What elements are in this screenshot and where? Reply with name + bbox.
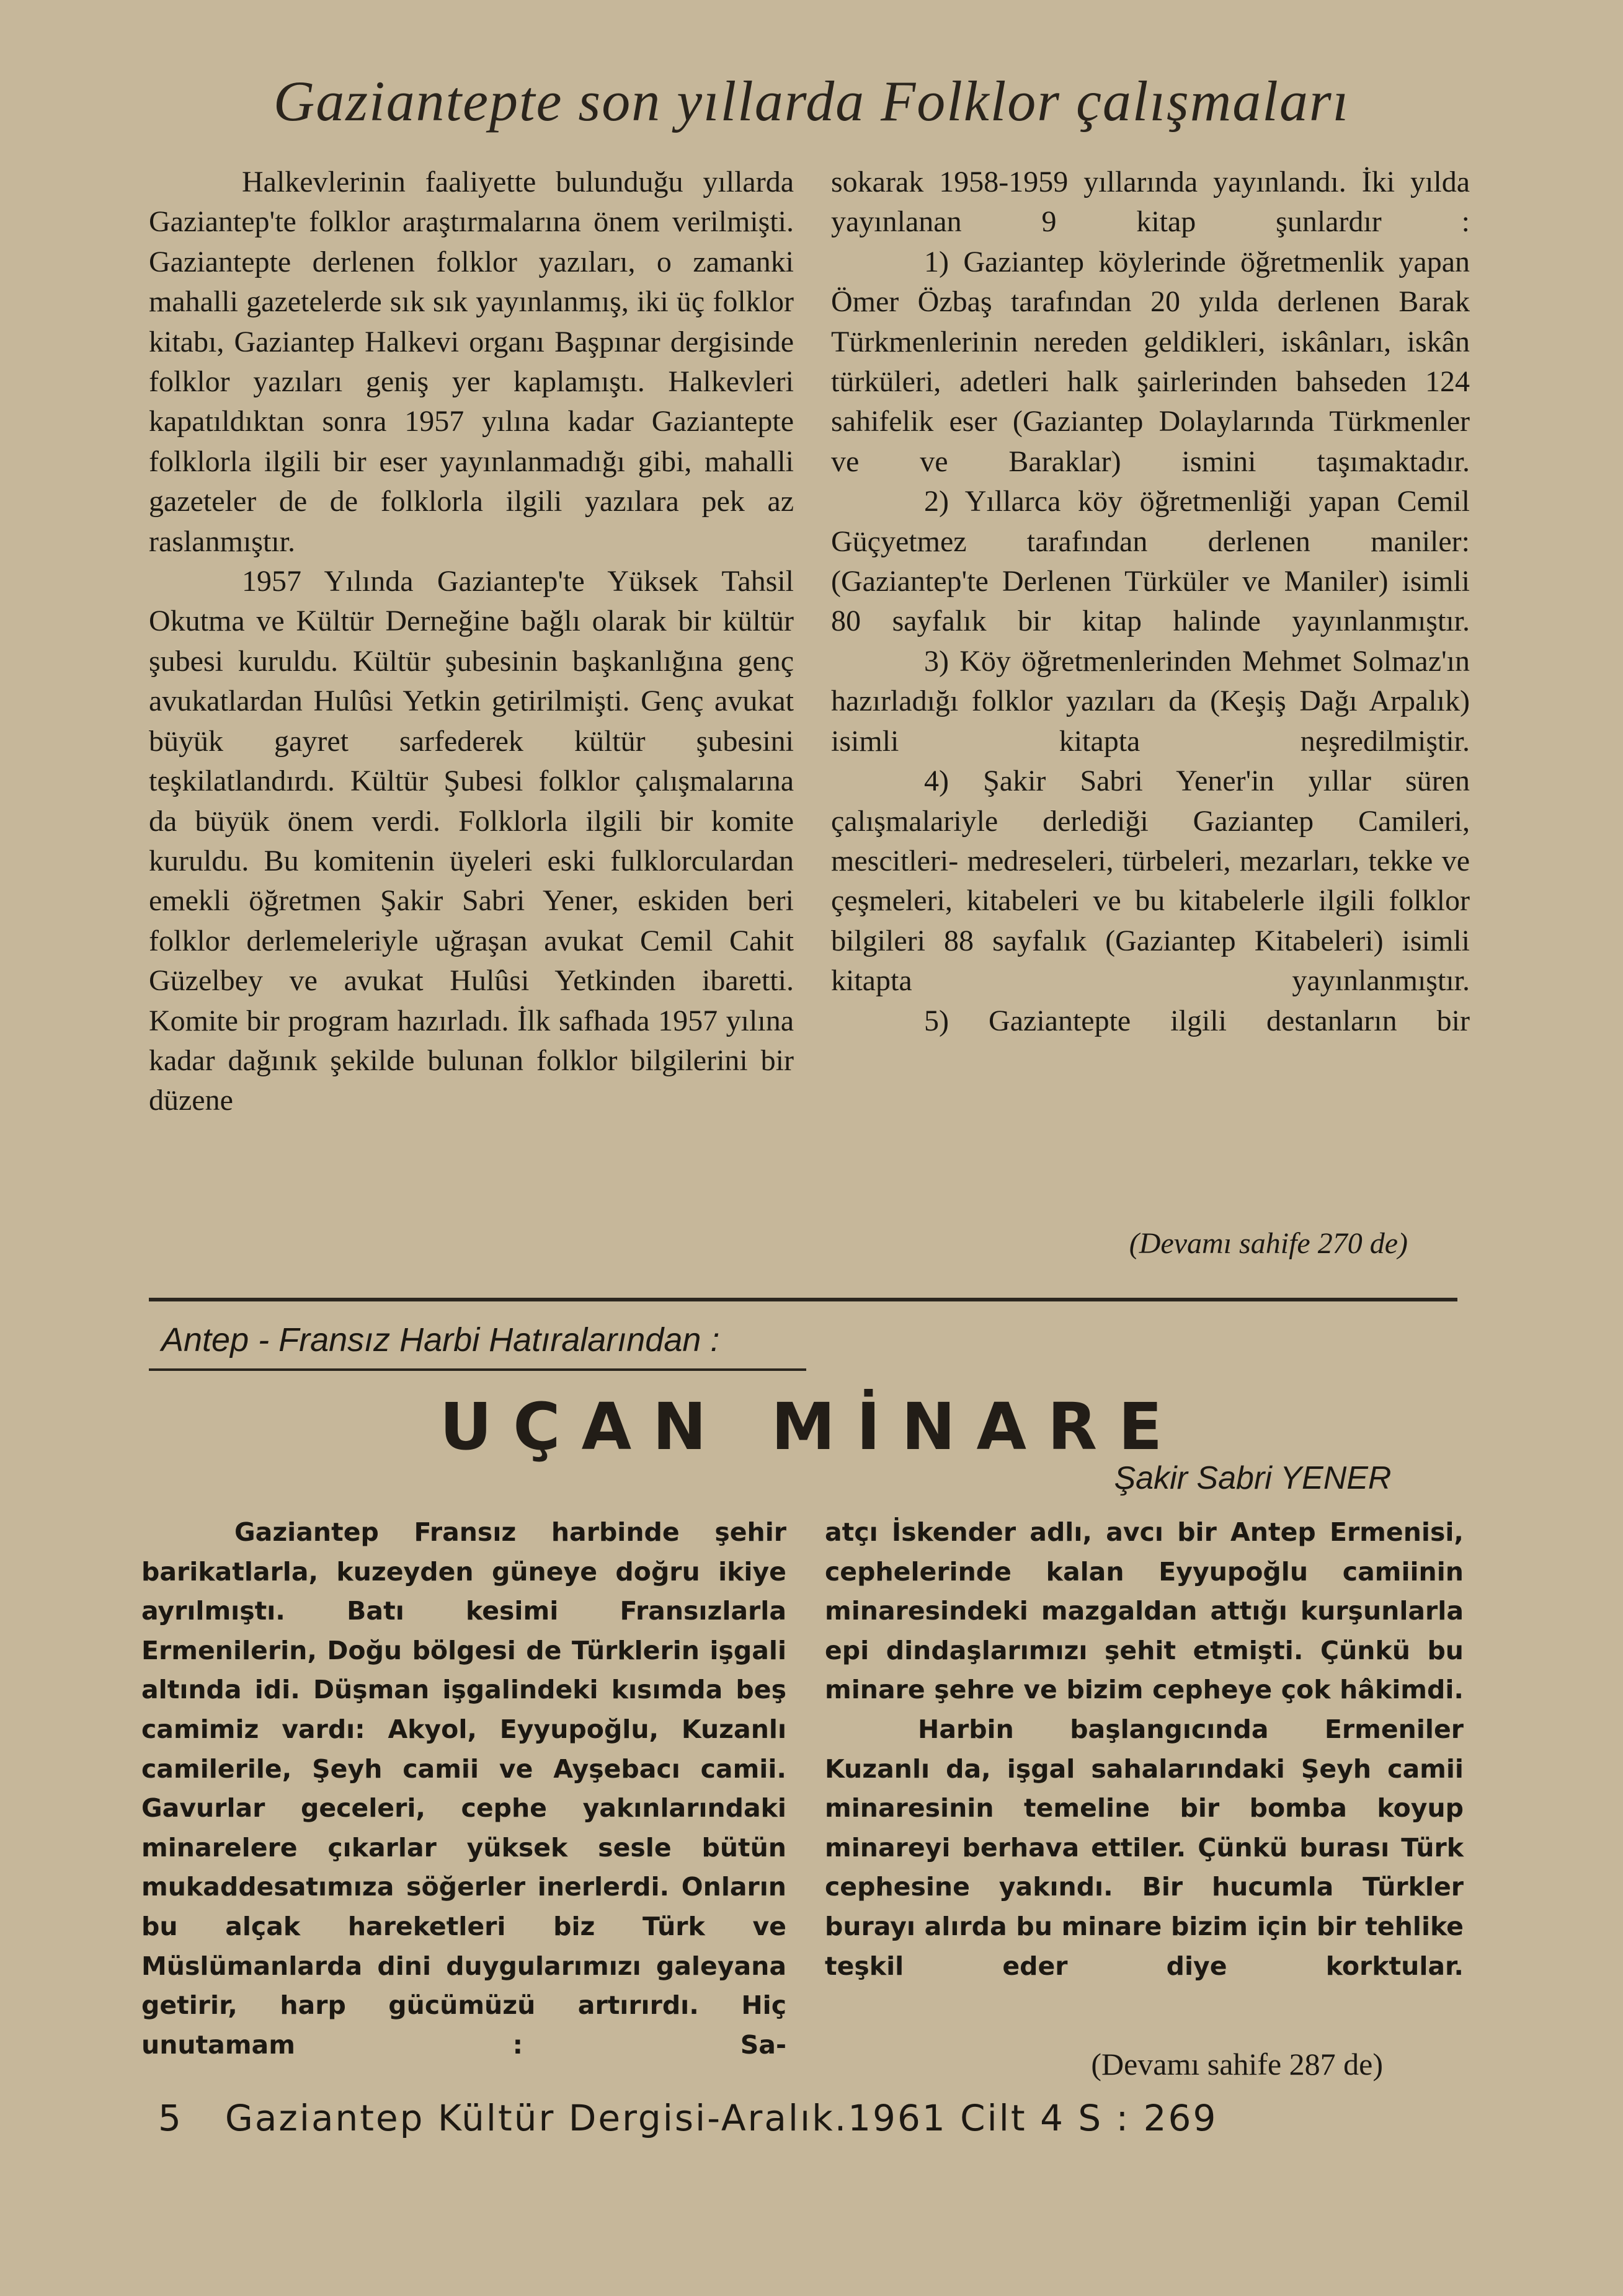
- page-footer: [158, 2097, 1436, 2139]
- paragraph: sokarak 1958-1959 yıllarında yayınlandı. İki yılda yayınlanan 9 kitap şunlardır :: [831, 166, 1470, 239]
- section-kicker: Antep - Fransız Harbi Hatıralarından :: [161, 1321, 720, 1359]
- article-title: Gaziantepte son yıllarda Folklor çalışmaları: [273, 69, 1350, 133]
- paragraph: 4) Şakir Sabri Yener'in yıllar süren çalışmalariyle derlediği Gaziantep Camileri, mescitleri- medreseleri, türbeleri, mezarları, tekke ve çeşmeleri, kitabeleri ve bu kitabelerle ilgili folklor bilgileri 88 sayfalık (Gaziantep Kitabeleri) isimli kitapta yayınlanmıştır.: [831, 765, 1470, 998]
- paragraph: Gaziantep Fransız harbinde şehir barikatlarla, kuzeyden güneye doğru ikiye ayrılmıştı. Batı kesimi Fransızlarla Ermenilerin, Doğu bölgesi de Türklerin işgali altında idi. Düşman işgalindeki kısımda beş camimiz vardı: Akyol, Eyyupoğlu, Kuzanlı camilerile, Şeyh camii ve Ayşebacı camii. Gavurlar geceleri, cephe yakınlarındaki minarelere çıkarlar yüksek sesle bütün mukaddesatımıza söğerler inerlerdi. Onların bu alçak hareketleri biz Türk ve Müslümanlarda dini duygularımızı galeyana getirir, harp gücümüzü artırırdı. Hiç unutamam : Sa-: [141, 1517, 786, 2060]
- paragraph: Halkevlerinin faaliyette bulunduğu yıllarda Gaziantep'te folklor araştırmalarına önem verilmişti. Gaziantepte derlenen folklor yazıları, o zamanki mahalli gazetelerde sık sık yayınlanmış, iki üç folklor kitabı, Gaziantep Halkevi organı Başpınar dergisinde folklor yazıları geniş yer kaplamıştı. Halkevleri kapatıldıktan sonra 1957 yılına kadar Gaziantepte folklorla ilgili bir eser yayınlanmadığı gibi, mahalli gazeteler de de folklorla ilgili yazılara pek az raslanmıştır.: [149, 166, 794, 558]
- kicker-underline: [149, 1368, 806, 1371]
- paragraph: 2) Yıllarca köy öğretmenliği yapan Cemil Güçyetmez tarafından derlenen maniler: (Gaziantep'te Derlenen Türküler ve Maniler) isimli 80 sayfalık bir kitap halinde yayınlanmıştır.: [831, 485, 1470, 638]
- paragraph: 5) Gaziantepte ilgili destanların bir: [924, 1004, 1470, 1037]
- page-number: 5: [158, 2097, 183, 2139]
- continuation-note: (Devamı sahife 270 de): [1129, 1227, 1408, 1260]
- paragraph: 3) Köy öğretmenlerinden Mehmet Solmaz'ın hazırladığı folklor yazıları da (Keşiş Dağı Arpalık) isimli kitapta neşredilmiştir.: [831, 644, 1470, 758]
- author-byline: Şakir Sabri YENER: [1114, 1460, 1392, 1496]
- article-title: UÇAN MİNARE: [439, 1389, 1184, 1465]
- article-column-right: [831, 162, 1470, 1041]
- paragraph: Harbin başlangıcında Ermeniler Kuzanlı da, işgal sahalarındaki Şeyh camii minaresinin temeline bir bomba koyup minareyi berhava ettiler. Çünkü burası Türk cephesine yakındı. Bir hucumla Türkler burayı alırda bu minare bizim için bir tehlike teşkil eder diye korktular.: [825, 1714, 1464, 1981]
- paragraph: 1957 Yılında Gaziantep'te Yüksek Tahsil Okutma ve Kültür Derneğine bağlı olarak bir kültür şubesi kuruldu. Kültür şubesinin başkanlığına genç avukatlardan Hulûsi Yetkin getirilmişti. Genç avukat büyük gayret sarfederek kültür şubesini teşkilatlandırdı. Kültür Şubesi folklor çalışmalarına da büyük önem verdi. Folklorla ilgili bir komite kuruldu. Bu komitenin üyeleri eski fulklorculardan emekli öğretmen Şakir Sabri Yener, eskiden beri folklor derlemeleriyle uğraşan avukat Cemil Cahit Güzelbey ve avukat Hulûsi Yetkinden ibaretti. Komite bir program hazırladı. İlk safhada 1957 yılına kadar dağınık şekilde bulunan folklor bilgilerini bir düzene: [149, 565, 794, 1117]
- article-column-right: [825, 1513, 1464, 1986]
- article-column-left: [141, 1513, 786, 2065]
- publication-info: Gaziantep Kültür Dergisi-Aralık.1961 Cilt 4 S : 269: [225, 2097, 1218, 2139]
- section-divider: [149, 1298, 1457, 1301]
- article-column-left: [149, 162, 794, 1121]
- paragraph: 1) Gaziantep köylerinde öğretmenlik yapan Ömer Özbaş tarafından 20 yılda derlenen Barak Türkmenlerinin nereden geldikleri, iskânları, iskân türküleri, adetleri halk şairlerinden bahseden 124 sahifelik eser (Gaziantep Dolaylarında Türkmenler ve ve Baraklar) ismini taşımaktadır.: [831, 245, 1470, 478]
- continuation-note: (Devamı sahife 287 de): [1091, 2047, 1383, 2081]
- paragraph: atçı İskender adlı, avcı bir Antep Ermenisi, cephelerinde kalan Eyyupoğlu camiinin minaresindeki mazgaldan attığı kurşunlarla epi dindaşlarımızı şehit etmişti. Çünkü bu minare şehre ve bizim cepheye çok hâkimdi.: [825, 1517, 1464, 1705]
